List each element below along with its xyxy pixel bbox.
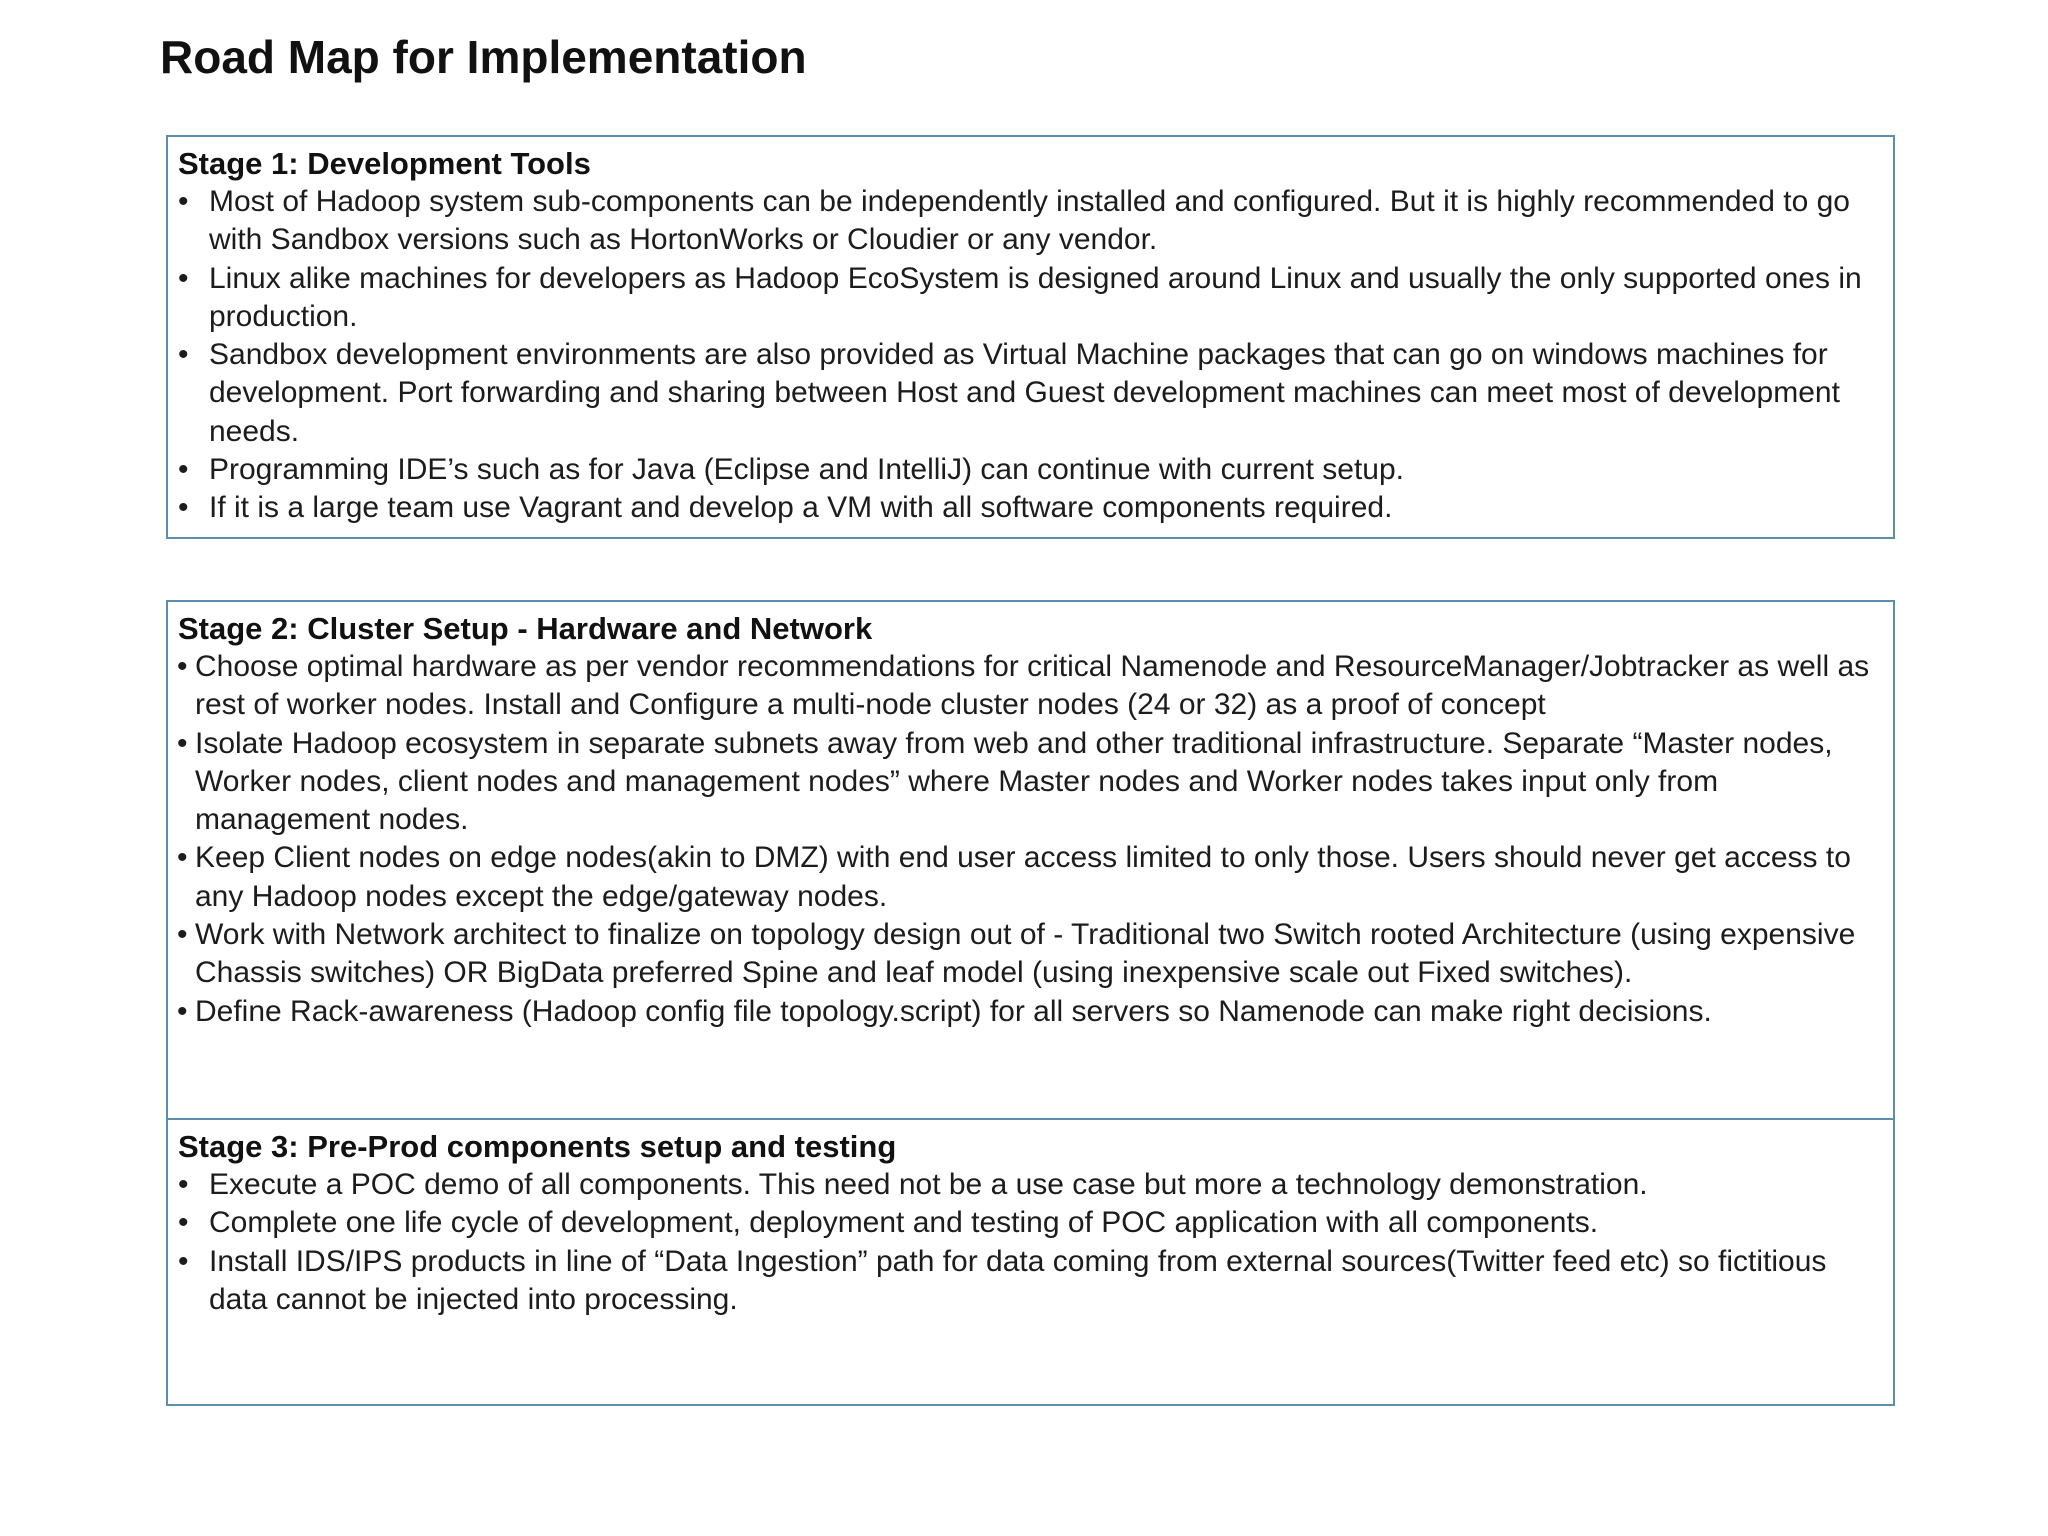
bullet-text: Most of Hadoop system sub-components can be independently installed and configured. But it is highly recommended to go with Sandbox versions such as HortonWorks or Cloudier or any vendor.: [209, 185, 1850, 257]
stage-1-bullet-list: [178, 183, 1883, 528]
bullet-icon: •: [178, 453, 189, 487]
stage-2-bullet-item: [178, 648, 1883, 725]
bullet-icon: •: [178, 338, 189, 372]
stage-2-heading: Stage 2: Cluster Setup - Hardware and Network: [178, 611, 873, 646]
bullet-text: Isolate Hadoop ecosystem in separate subnets away from web and other traditional infrastructure. Separate “Master nodes, Worker nodes, client nodes and management nodes” where Master nodes and Worker nodes takes input only from management nodes.: [195, 726, 1833, 837]
stage-1-heading: Stage 1: Development Tools: [178, 146, 591, 181]
stage-2-bullet-item: [178, 839, 1883, 916]
page-title: Road Map for Implementation: [160, 31, 807, 83]
bullet-text: Sandbox development environments are also provided as Virtual Machine packages that can go on windows machines for development. Port forwarding and sharing between Host and Guest development machines can meet most of development needs.: [209, 338, 1840, 448]
bullet-text: Install IDS/IPS products in line of “Data Ingestion” path for data coming from external sources(Twitter feed etc) so fictitious data cannot be injected into processing.: [209, 1244, 1827, 1316]
bullet-icon: •: [178, 1244, 189, 1278]
stage-2-bullet-item: [178, 725, 1883, 840]
stage-1-bullet-item: [178, 260, 1883, 337]
stage-1-bullet-item: [178, 489, 1883, 527]
stage-1-bullet-item: [178, 451, 1883, 489]
bullet-icon: •: [177, 841, 188, 875]
stage-2-box: [166, 600, 1895, 1120]
bullet-icon: •: [178, 1168, 189, 1201]
bullet-icon: •: [177, 726, 188, 760]
bullet-text: Execute a POC demo of all components. This need not be a use case but more a technology demonstration.: [209, 1168, 1648, 1201]
stage-2-bullet-item: [178, 916, 1883, 993]
stage-3-heading: Stage 3: Pre-Prod components setup and testing: [178, 1129, 897, 1164]
stage-3-bullet-item: [178, 1204, 1883, 1242]
bullet-text: Define Rack-awareness (Hadoop config file topology.script) for all servers so Namenode can make right decisions.: [195, 994, 1712, 1028]
bullet-text: Linux alike machines for developers as Hadoop EcoSystem is designed around Linux and usually the only supported ones in production.: [209, 261, 1862, 333]
stage-2-bullet-list: [178, 648, 1883, 1031]
stage-2-bullet-item: [178, 993, 1883, 1031]
bullet-text: Keep Client nodes on edge nodes(akin to DMZ) with end user access limited to only those. Users should never get access to any Hadoop nodes except the edge/gateway nodes.: [195, 841, 1851, 913]
bullet-text: If it is a large team use Vagrant and develop a VM with all software components required.: [209, 491, 1393, 525]
bullet-text: Complete one life cycle of development, deployment and testing of POC application with all components.: [209, 1206, 1599, 1240]
bullet-icon: •: [178, 491, 189, 525]
stage-3-bullet-list: [178, 1166, 1883, 1319]
stage-3-bullet-item: [178, 1166, 1883, 1204]
bullet-icon: •: [178, 185, 189, 218]
bullet-icon: •: [177, 650, 188, 683]
stage-3-box: [166, 1118, 1895, 1406]
bullet-icon: •: [178, 1206, 189, 1240]
stage-1-bullet-item: [178, 336, 1883, 451]
bullet-text: Choose optimal hardware as per vendor recommendations for critical Namenode and ResourceManager/Jobtracker as well as rest of worker nodes. Install and Configure a multi-node cluster nodes (24 or 32) as a proof of concept: [195, 650, 1870, 722]
stage-1-bullet-item: [178, 183, 1883, 260]
bullet-icon: •: [177, 994, 188, 1028]
bullet-icon: •: [178, 261, 189, 295]
stage-1-box: [166, 135, 1895, 539]
bullet-text: Programming IDE’s such as for Java (Eclipse and IntelliJ) can continue with current setup.: [209, 453, 1404, 487]
bullet-icon: •: [177, 918, 188, 952]
stage-3-bullet-item: [178, 1243, 1883, 1320]
bullet-text: Work with Network architect to finalize on topology design out of - Traditional two Switch rooted Architecture (using expensive Chassis switches) OR BigData preferred Spine and leaf model (using inexpensive scale out Fixed switches).: [195, 918, 1856, 990]
